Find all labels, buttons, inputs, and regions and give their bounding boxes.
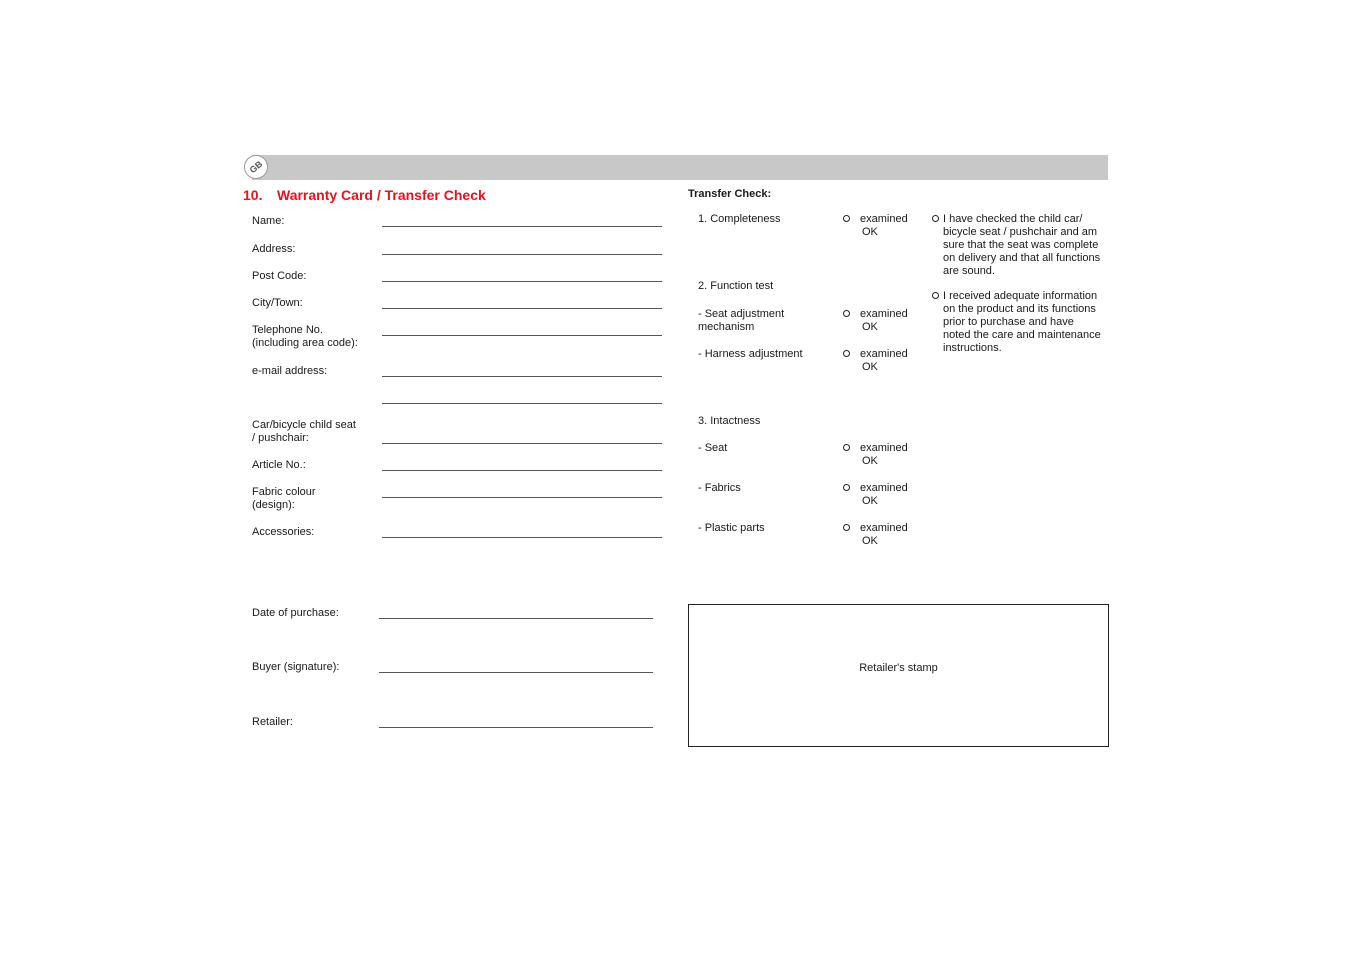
field-line-fabric-colour[interactable] [382, 497, 662, 498]
section-title: Warranty Card / Transfer Check [277, 187, 486, 203]
retailer-stamp-label: Retailer's stamp [859, 662, 938, 674]
check-text-fabrics: examined OK [860, 482, 908, 507]
field-label-buyer-signature: Buyer (signature): [252, 661, 340, 673]
field-line-retailer[interactable] [379, 727, 653, 728]
check-item-seat-adjustment: - Seat adjustment mechanism [698, 308, 785, 333]
checkbox-fabrics[interactable] [843, 484, 850, 491]
field-label-article-no: Article No.: [252, 459, 306, 471]
check-text-plastic-parts: examined OK [860, 522, 908, 547]
checkbox-harness-adjustment[interactable] [843, 350, 850, 357]
field-line-email-extra[interactable] [382, 403, 662, 404]
checkbox-seat[interactable] [843, 444, 850, 451]
statement-checked-seat: I have checked the child car/ bicycle seat / pushchair and am sure that the seat was complete on delivery and that all functions are sound. [943, 213, 1101, 277]
check-group-intactness: 3. Intactness [698, 415, 761, 427]
field-line-accessories[interactable] [382, 537, 662, 538]
check-item-harness-adjustment: - Harness adjustment [698, 348, 803, 360]
field-line-name[interactable] [382, 226, 662, 227]
field-line-article-no[interactable] [382, 470, 662, 471]
page-title [243, 187, 486, 203]
language-badge: GB [239, 150, 273, 184]
statement-received-info: I received adequate information on the product and its functions prior to purchase and have noted the care and maintenance instructions. [943, 290, 1101, 354]
checkbox-statement-checked-seat[interactable] [932, 215, 939, 222]
field-label-date-of-purchase: Date of purchase: [252, 607, 339, 619]
checkbox-seat-adjustment[interactable] [843, 310, 850, 317]
field-line-product[interactable] [382, 443, 662, 444]
field-label-address: Address: [252, 243, 296, 255]
field-label-post-code: Post Code: [252, 270, 307, 282]
field-label-accessories: Accessories: [252, 526, 315, 538]
field-line-city[interactable] [382, 308, 662, 309]
field-line-email[interactable] [382, 376, 662, 377]
check-text-completeness: examined OK [860, 213, 908, 238]
section-number: 10. [243, 187, 263, 203]
field-line-buyer-signature[interactable] [379, 672, 653, 673]
field-label-telephone: Telephone No. (including area code): [252, 324, 358, 349]
field-line-post-code[interactable] [382, 281, 662, 282]
field-line-telephone[interactable] [382, 335, 662, 336]
field-line-date-of-purchase[interactable] [379, 618, 653, 619]
field-label-city: City/Town: [252, 297, 303, 309]
check-item-completeness: 1. Completeness [698, 213, 781, 225]
check-text-seat: examined OK [860, 442, 908, 467]
check-group-function-test: 2. Function test [698, 280, 774, 292]
checkbox-completeness[interactable] [843, 215, 850, 222]
field-label-email: e-mail address: [252, 365, 328, 377]
field-label-retailer: Retailer: [252, 716, 293, 728]
field-line-address[interactable] [382, 254, 662, 255]
checkbox-plastic-parts[interactable] [843, 524, 850, 531]
field-label-name: Name: [252, 215, 285, 227]
check-item-plastic-parts: - Plastic parts [698, 522, 765, 534]
transfer-check-title: Transfer Check: [688, 188, 772, 200]
check-item-fabrics: - Fabrics [698, 482, 741, 494]
retailer-stamp-box [688, 604, 1109, 747]
field-label-fabric-colour: Fabric colour (design): [252, 486, 316, 511]
checkbox-statement-received-info[interactable] [932, 292, 939, 299]
header-bar [252, 155, 1108, 180]
field-label-product: Car/bicycle child seat / pushchair: [252, 419, 356, 444]
check-text-harness-adjustment: examined OK [860, 348, 908, 373]
check-item-seat: - Seat [698, 442, 728, 454]
check-text-seat-adjustment: examined OK [860, 308, 908, 333]
